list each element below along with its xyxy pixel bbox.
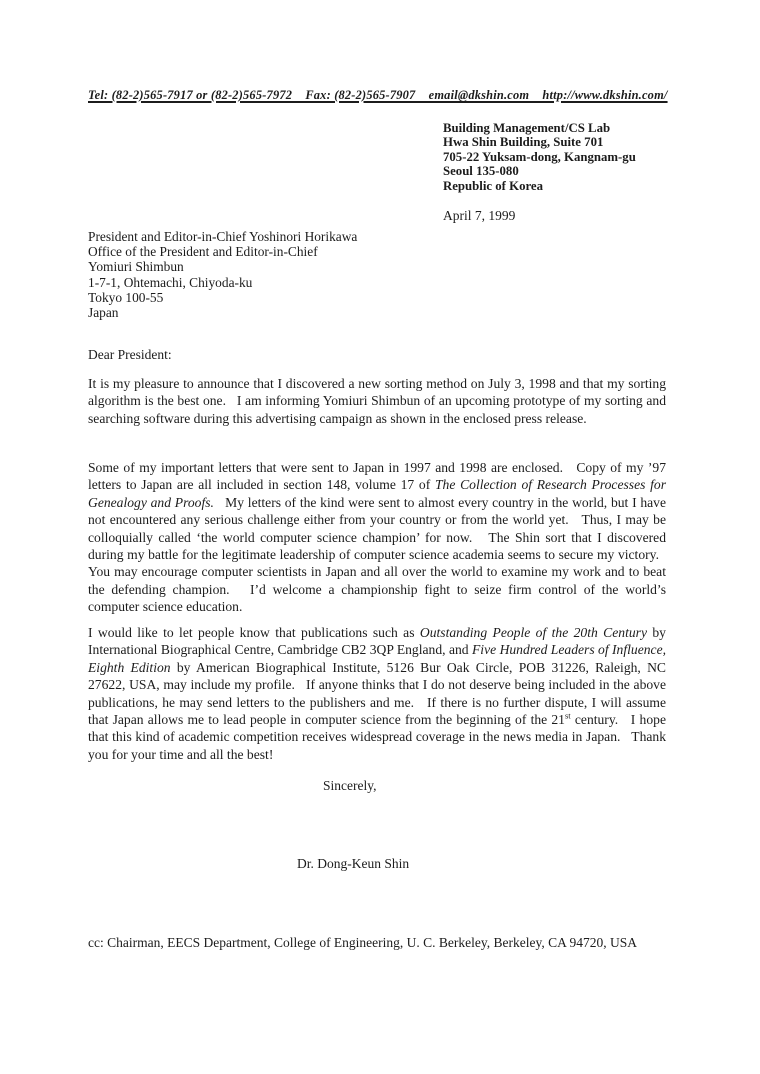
- recipient-address-block: [88, 229, 357, 320]
- recipient-address-line: Office of the President and Editor-in-Chief: [88, 244, 318, 260]
- sender-address-line: Republic of Korea: [443, 178, 544, 193]
- body-paragraph-3: [88, 624, 666, 763]
- sender-address-block: [443, 121, 636, 193]
- signature-name: Dr. Dong-Keun Shin: [297, 856, 410, 871]
- paragraph-text-run: It is my pleasure to announce that I discovered a new sorting method on July 3, 1998 and that my sorting algorithm is the best one. I am informing Yomiuri Shimbun of an upcoming prototype of my sorting and searching software during this advertising campaign as shown in the enclosed press release.: [88, 376, 666, 426]
- recipient-address-line: Yomiuri Shimbun: [88, 259, 184, 275]
- paragraph-text-run: st: [564, 710, 571, 721]
- recipient-address-line: Tokyo 100-55: [88, 289, 164, 305]
- sender-address-line: Seoul 135-080: [443, 164, 519, 179]
- recipient-address-line: President and Editor-in-Chief Yoshinori Horikawa: [88, 229, 358, 244]
- paragraph-text-run: by American Biographical Institute, 5126 Bur Oak Circle, POB 31226, Raleigh, NC 27622, USA, may include my profile. If anyone thinks that I do not deserve being included in the above publications, he may send letters to the publishers and me. If there is no further dispute, I will assume that Japan allows me to lead people in computer science from the beginning of the 21: [88, 659, 667, 728]
- italic-title-text: Five Hundred Leaders of Influence, Eighth Edition: [88, 642, 666, 675]
- recipient-address-line: Japan: [88, 305, 119, 321]
- sender-address-line: Hwa Shin Building, Suite 701: [443, 135, 604, 150]
- paragraph-text-run: I would like to let people know that publications such as: [88, 625, 420, 640]
- paragraph-text-run: My letters of the kind were sent to almost every country in the world, but I have not encountered any serious challenge either from your country or from the world yet. Thus, I may be colloquially called ‘the world computer science champion’ for now. The Shin sort that I discovered during my battle for the legitimate leadership of computer science academia seems to secure my victory. You may encourage computer scientists in Japan and all over the world to examine my work and to beat the defending champion. I’d welcome a championship fight to seize firm control of the world’s computer science education.: [88, 494, 666, 615]
- body-paragraph-2: [88, 459, 666, 616]
- sender-address-line: 705-22 Yuksam-dong, Kangnam-gu: [443, 149, 636, 164]
- cc-line: cc: Chairman, EECS Department, College of Engineering, U. C. Berkeley, Berkeley, CA 94720, USA: [88, 935, 638, 950]
- italic-title-text: The Collection of Research Processes for Genealogy and Proofs.: [88, 477, 666, 510]
- body-paragraph-1: [88, 375, 666, 427]
- salutation: Dear President:: [88, 347, 172, 362]
- paragraph-text-run: Some of my important letters that were sent to Japan in 1997 and 1998 are enclosed. Copy of my ’97 letters to Japan are all included in section 148, volume 17 of: [88, 460, 666, 493]
- paragraph-text-run: century. I hope that this kind of academic competition receives widespread coverage in the news media in Japan. Thank you for your time and all the best!: [88, 712, 666, 762]
- recipient-address-line: 1-7-1, Ohtemachi, Chiyoda-ku: [88, 274, 253, 290]
- letterhead-contact-text: Tel: (82-2)565-7917 or (82-2)565-7972 Fax: (82-2)565-7907 email@dkshin.com http://www.dkshin.com/: [88, 88, 668, 102]
- italic-title-text: Outstanding People of the 20th Century: [419, 625, 647, 640]
- date-line: April 7, 1999: [443, 208, 516, 223]
- letterhead-contact-line: [88, 88, 668, 103]
- closing-sincerely: Sincerely,: [323, 778, 377, 793]
- paragraph-text-run: by International Biographical Centre, Cambridge CB2 3QP England, and: [88, 625, 666, 658]
- sender-address-line: Building Management/CS Lab: [443, 121, 611, 135]
